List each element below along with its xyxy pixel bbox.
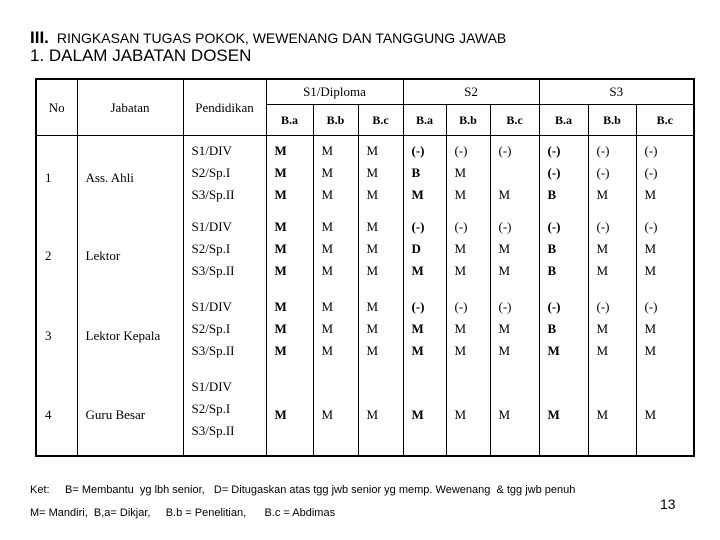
authority-value: (-) [454, 143, 468, 158]
authority-value: M [644, 342, 657, 358]
pendidikan-level: S3/Sp.II [191, 342, 235, 358]
authority-value: (-) [411, 298, 425, 314]
authority-cell [636, 376, 694, 456]
authority-value: M [596, 407, 609, 422]
authority-value: M [366, 218, 379, 234]
table-row [36, 376, 694, 456]
pendidikan-level: S1/DIV [191, 298, 232, 314]
authority-value: M [498, 262, 511, 278]
header-jabatan: Jabatan [77, 79, 183, 136]
authority-cell [403, 216, 446, 296]
authority-value: M [454, 320, 467, 336]
subheader-ba: B.a [403, 105, 446, 136]
row-number: 3 [36, 296, 77, 376]
authority-cell [636, 136, 694, 216]
authority-value: M [321, 262, 334, 278]
row-number: 4 [36, 376, 77, 456]
subheader-ba: B.a [539, 105, 588, 136]
authority-value: M [644, 187, 657, 202]
authority-value: M [366, 407, 379, 422]
authority-cell [266, 136, 313, 216]
authority-cell [539, 296, 588, 376]
authority-value: (-) [454, 218, 468, 234]
authority-value: (-) [644, 143, 658, 158]
authority-value: M [366, 165, 379, 180]
authority-cell [313, 216, 358, 296]
authority-value: M [644, 407, 657, 422]
authority-cell [490, 136, 539, 216]
authority-value [499, 162, 539, 184]
authority-value: M [596, 262, 609, 278]
header-s1: S1/Diploma [266, 79, 403, 105]
authority-value: M [498, 240, 511, 256]
legend-line-1: B= Membantu yg lbh senior, D= Ditugaskan atas tgg jwb senior yg memp. Wewenang & tgg jwb penuh [65, 484, 576, 496]
authority-value: B [547, 262, 557, 278]
subheader-bc: B.c [636, 105, 694, 136]
pendidikan-level: S2/Sp.I [191, 400, 231, 416]
authority-value: M [366, 262, 379, 278]
authority-cell [313, 136, 358, 216]
authority-value: M [411, 262, 424, 278]
authority-value: M [366, 240, 379, 256]
authority-value: M [454, 407, 467, 422]
subheader-bc: B.c [490, 105, 539, 136]
authority-value: M [454, 262, 467, 278]
authority-cell [266, 296, 313, 376]
authority-value: M [274, 342, 287, 358]
header-pendidikan: Pendidikan [183, 79, 266, 136]
authority-value: M [321, 187, 334, 202]
row-number: 1 [36, 136, 77, 216]
authority-value: (-) [596, 143, 610, 158]
authority-value: M [321, 240, 334, 256]
authority-value: M [411, 342, 424, 358]
authority-value: M [274, 187, 287, 202]
authority-value: M [366, 143, 379, 158]
subheader-bb: B.b [588, 105, 636, 136]
authority-cell [490, 216, 539, 296]
authority-value: D [411, 240, 421, 256]
authority-value: M [454, 187, 467, 202]
authority-cell [446, 216, 490, 296]
subheader-bc: B.c [358, 105, 403, 136]
authority-value: M [596, 240, 609, 256]
authority-value: M [274, 218, 287, 234]
authority-value: (-) [547, 298, 561, 314]
authority-value: M [274, 407, 287, 422]
authority-value: (-) [596, 298, 610, 314]
authority-value: M [644, 240, 657, 256]
authority-value: M [366, 342, 379, 358]
authority-value: M [547, 342, 560, 358]
table-row [36, 216, 694, 296]
authority-cell [266, 376, 313, 456]
authority-value: M [274, 165, 287, 180]
authority-cell [313, 296, 358, 376]
authority-value: M [547, 407, 560, 422]
authority-value: (-) [644, 218, 658, 234]
authority-cell [539, 376, 588, 456]
page-number: 13 [660, 496, 676, 512]
authority-cell [588, 136, 636, 216]
jabatan-cell: Lektor [77, 216, 183, 296]
authority-cell [446, 136, 490, 216]
authority-value: B [547, 240, 557, 256]
authority-cell [358, 296, 403, 376]
pendidikan-level: S3/Sp.II [191, 422, 235, 438]
authority-value: M [644, 262, 657, 278]
authority-value: (-) [454, 298, 468, 314]
authority-value: M [274, 262, 287, 278]
header-no: No [36, 79, 77, 136]
authority-value: M [321, 165, 334, 180]
pendidikan-level: S1/DIV [191, 218, 232, 234]
authority-value: M [498, 187, 511, 202]
authority-value: M [411, 187, 424, 202]
authority-value: M [321, 407, 334, 422]
authority-cell [403, 376, 446, 456]
authority-value: M [274, 320, 287, 336]
authority-value: (-) [644, 165, 658, 180]
subheader-ba: B.a [266, 105, 313, 136]
subheader-bb: B.b [313, 105, 358, 136]
authority-value: M [411, 407, 424, 422]
authority-cell [358, 216, 403, 296]
duties-table [35, 78, 695, 457]
authority-value: M [274, 298, 287, 314]
legend-label: Ket: [30, 484, 50, 496]
authority-cell [588, 296, 636, 376]
authority-value: (-) [547, 218, 561, 234]
authority-value: M [596, 342, 609, 358]
authority-value: M [274, 143, 287, 158]
section-title-text: RINGKASAN TUGAS POKOK, WEWENANG DAN TANGGUNG JAWAB [56, 30, 507, 46]
authority-value: M [321, 320, 334, 336]
row-number: 2 [36, 216, 77, 296]
pendidikan-cell [183, 216, 266, 296]
pendidikan-level: S2/Sp.I [191, 240, 231, 256]
jabatan-cell: Lektor Kepala [77, 296, 183, 376]
authority-cell [358, 376, 403, 456]
authority-value: (-) [596, 218, 610, 234]
authority-cell [588, 216, 636, 296]
authority-value: M [366, 298, 379, 314]
authority-value: M [321, 342, 334, 358]
pendidikan-cell [183, 296, 266, 376]
authority-value: (-) [547, 165, 561, 180]
authority-value: M [454, 165, 467, 180]
subheader-bb: B.b [446, 105, 490, 136]
authority-value: (-) [644, 298, 658, 314]
table-row [36, 136, 694, 216]
authority-value: (-) [498, 218, 512, 234]
legend-line-2: M= Mandiri, B,a= Dikjar, B.b = Penelitian, B.c = Abdimas [30, 507, 336, 519]
authority-value: M [644, 320, 657, 336]
header-s2: S2 [403, 79, 539, 105]
pendidikan-level: S1/DIV [191, 378, 232, 394]
authority-cell [636, 216, 694, 296]
authority-value: (-) [411, 143, 425, 158]
authority-cell [539, 136, 588, 216]
authority-cell [490, 296, 539, 376]
jabatan-cell: Ass. Ahli [77, 136, 183, 216]
authority-value: (-) [547, 143, 561, 158]
authority-value: M [366, 187, 379, 202]
authority-value: (-) [411, 218, 425, 234]
authority-value: M [498, 342, 511, 358]
authority-value: M [498, 407, 511, 422]
authority-cell [403, 296, 446, 376]
authority-value: M [454, 240, 467, 256]
jabatan-cell: Guru Besar [77, 376, 183, 456]
authority-value: B [547, 187, 557, 202]
authority-value: M [321, 298, 334, 314]
authority-value: M [411, 320, 424, 336]
authority-value: M [596, 320, 609, 336]
authority-value: M [274, 240, 287, 256]
subsection-title: 1. DALAM JABATAN DOSEN [30, 46, 252, 65]
header-s3: S3 [539, 79, 694, 105]
authority-value: B [411, 165, 421, 180]
authority-cell [446, 296, 490, 376]
authority-cell [313, 376, 358, 456]
authority-cell [446, 376, 490, 456]
pendidikan-cell [183, 376, 266, 456]
authority-cell [266, 216, 313, 296]
pendidikan-level: S3/Sp.II [191, 262, 235, 278]
authority-value: (-) [498, 298, 512, 314]
pendidikan-level: S2/Sp.I [191, 165, 231, 180]
authority-value: M [454, 342, 467, 358]
authority-cell [588, 376, 636, 456]
authority-cell [403, 136, 446, 216]
authority-value: M [321, 218, 334, 234]
authority-cell [539, 216, 588, 296]
section-number: III. [30, 28, 49, 47]
table-row [36, 296, 694, 376]
authority-cell [358, 136, 403, 216]
section-title [30, 28, 506, 48]
pendidikan-level: S3/Sp.II [191, 187, 235, 202]
authority-value: M [321, 143, 334, 158]
authority-value: M [498, 320, 511, 336]
pendidikan-level: S2/Sp.I [191, 320, 231, 336]
pendidikan-level: S1/DIV [191, 143, 232, 158]
authority-value: M [366, 320, 379, 336]
authority-cell [490, 376, 539, 456]
authority-value: M [596, 187, 609, 202]
authority-value: (-) [596, 165, 610, 180]
authority-value: B [547, 320, 557, 336]
pendidikan-cell [183, 136, 266, 216]
authority-cell [636, 296, 694, 376]
authority-value: (-) [498, 143, 512, 158]
